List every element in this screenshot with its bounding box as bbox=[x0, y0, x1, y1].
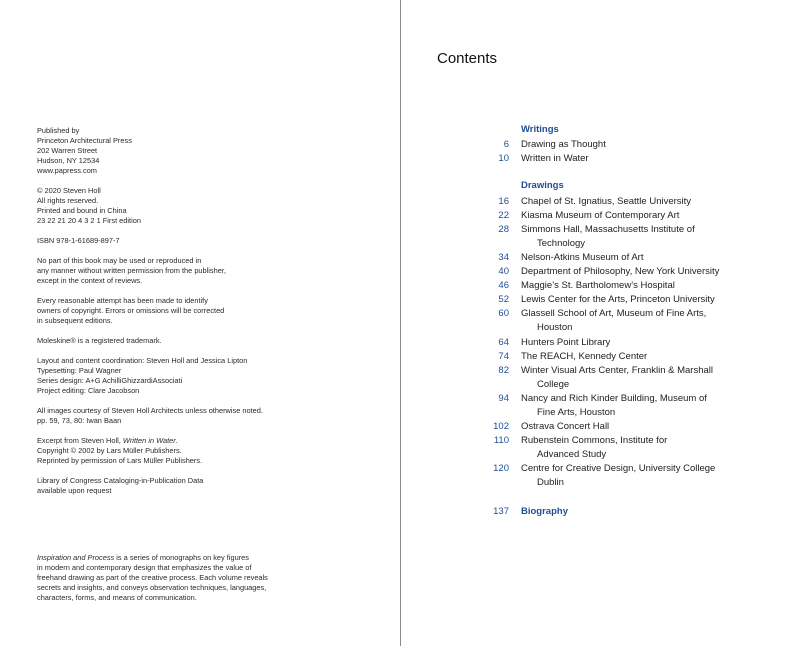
toc-page-number: 6 bbox=[503, 139, 509, 151]
imprint-line: any manner without written permission from the publisher, bbox=[37, 266, 226, 275]
imprint-line: Library of Congress Cataloging-in-Publication Data bbox=[37, 476, 204, 485]
series-title: Inspiration and Process bbox=[37, 553, 115, 562]
toc-entry-title bbox=[521, 223, 741, 251]
imprint-line: Series design: A+G AchilliGhizzardiAssociati bbox=[37, 376, 183, 385]
imprint-line: pp. 59, 73, 80: Iwan Baan bbox=[37, 416, 122, 425]
toc-title-line-continued: Fine Arts, Houston bbox=[537, 406, 616, 418]
contents-title: Contents bbox=[437, 50, 498, 67]
toc-entry-title bbox=[521, 434, 741, 462]
toc-entry-title bbox=[521, 392, 741, 420]
toc-title-line-continued: College bbox=[537, 378, 570, 390]
series-note-line: characters, forms, and means of communication. bbox=[37, 593, 197, 602]
imprint-line: Princeton Architectural Press bbox=[37, 136, 132, 145]
toc-title-line: Ostrava Concert Hall bbox=[521, 421, 610, 433]
series-description bbox=[37, 553, 367, 603]
imprint-line: 202 Warren Street bbox=[37, 146, 98, 155]
imprint-line: Layout and content coordination: Steven Holl and Jessica Lipton bbox=[37, 356, 248, 365]
toc-page-number: 34 bbox=[498, 251, 509, 263]
toc-title-line: Hunters Point Library bbox=[521, 336, 611, 348]
toc-entry-title bbox=[521, 195, 741, 209]
toc-title-line: Drawing as Thought bbox=[521, 139, 606, 151]
toc-entry-title bbox=[521, 251, 741, 265]
toc-page-number: 110 bbox=[493, 435, 509, 447]
imprint-line: except in the context of reviews. bbox=[37, 276, 143, 285]
toc-entry-title bbox=[521, 420, 741, 434]
toc-entry-title bbox=[521, 336, 741, 350]
imprint-line: www.papress.com bbox=[37, 166, 97, 175]
section-heading-writings: Writings bbox=[521, 124, 559, 135]
toc-title-line: Centre for Creative Design, University College bbox=[521, 463, 716, 475]
imprint-line: Published by bbox=[37, 126, 80, 135]
toc-page-number: 94 bbox=[498, 392, 509, 404]
right-page bbox=[401, 0, 800, 646]
toc-page-number: 64 bbox=[498, 336, 509, 348]
toc-page-number: 28 bbox=[498, 223, 509, 235]
toc-title-line-continued: Dublin bbox=[537, 477, 564, 489]
toc-title-line: Lewis Center for the Arts, Princeton University bbox=[521, 294, 715, 306]
toc-title-line-continued: Technology bbox=[537, 237, 586, 249]
toc-title-line-continued: Advanced Study bbox=[537, 449, 607, 461]
toc-page-number: 46 bbox=[498, 280, 509, 292]
toc-page-number: 60 bbox=[498, 308, 509, 320]
imprint-line: All rights reserved. bbox=[37, 196, 99, 205]
toc-page-number: 40 bbox=[498, 266, 509, 277]
series-note-line: freehand drawing as part of the creative process. Each volume reveals bbox=[37, 573, 268, 582]
toc-title-line: Rubenstein Commons, Institute for bbox=[521, 435, 668, 447]
imprint-line: © 2020 Steven Holl bbox=[37, 186, 101, 195]
imprint-paragraph bbox=[37, 436, 357, 466]
toc-title-line: Maggie’s St. Bartholomew’s Hospital bbox=[521, 280, 675, 292]
imprint-paragraph bbox=[37, 296, 357, 326]
imprint-line: Project editing: Clare Jacobson bbox=[37, 386, 140, 395]
imprint-paragraph bbox=[37, 186, 357, 226]
toc-page-number: 102 bbox=[493, 421, 509, 433]
toc-title-line: Glassell School of Art, Museum of Fine Arts, bbox=[521, 308, 707, 320]
toc-page-number: 52 bbox=[498, 294, 509, 306]
toc-entry-title bbox=[521, 350, 741, 364]
series-note-line: in modern and contemporary design that emphasizes the value of bbox=[37, 563, 252, 572]
toc-title-line-continued: Houston bbox=[537, 322, 573, 334]
imprint-paragraph bbox=[37, 406, 357, 426]
toc-title-line: Biography bbox=[521, 505, 568, 517]
imprint-paragraph bbox=[37, 126, 357, 176]
toc-title-line: The REACH, Kennedy Center bbox=[521, 350, 648, 362]
toc-entry-title bbox=[521, 138, 741, 152]
toc-page-number: 120 bbox=[493, 463, 509, 475]
toc-title-line: Simmons Hall, Massachusetts Institute of bbox=[521, 223, 695, 235]
series-note-line: Inspiration and Process is a series of monographs on key figures bbox=[37, 553, 249, 562]
toc-page-number: 10 bbox=[498, 153, 509, 165]
toc-title-line: Nancy and Rich Kinder Building, Museum of bbox=[521, 392, 707, 404]
toc-page-number: 74 bbox=[498, 350, 509, 362]
toc-title-line: Chapel of St. Ignatius, Seattle University bbox=[521, 195, 692, 207]
toc-entry-title bbox=[521, 152, 741, 166]
imprint-line: Hudson, NY 12534 bbox=[37, 156, 100, 165]
toc-entry-title bbox=[521, 209, 741, 223]
toc-page-number: 22 bbox=[498, 209, 509, 221]
imprint-line: ISBN 978-1-61689-897-7 bbox=[37, 236, 120, 245]
toc-entry-title bbox=[521, 265, 741, 279]
imprint-line: Printed and bound in China bbox=[37, 206, 127, 215]
imprint-line: Every reasonable attempt has been made to identify bbox=[37, 296, 208, 305]
imprint-line: Reprinted by permission of Lars Müller Publishers. bbox=[37, 456, 203, 465]
toc-entry-title bbox=[521, 279, 741, 293]
imprint-line: in subsequent editions. bbox=[37, 316, 113, 325]
toc-entry-title bbox=[521, 505, 741, 519]
toc-page-number: 82 bbox=[498, 364, 509, 376]
imprint-line: Moleskine® is a registered trademark. bbox=[37, 336, 162, 345]
toc-entry-title bbox=[521, 462, 741, 490]
imprint-line: Excerpt from Steven Holl, Written in Water. bbox=[37, 436, 178, 445]
toc-page-number: 137 bbox=[493, 505, 509, 517]
toc-title-line: Written in Water bbox=[521, 153, 589, 165]
copyright-imprint bbox=[37, 126, 357, 506]
toc-title-line: Nelson-Atkins Museum of Art bbox=[521, 251, 644, 263]
toc-title-line: Kiasma Museum of Contemporary Art bbox=[521, 209, 680, 221]
toc-entry-title bbox=[521, 293, 741, 307]
imprint-line: Typesetting: Paul Wagner bbox=[37, 366, 122, 375]
imprint-line: No part of this book may be used or reproduced in bbox=[37, 256, 202, 265]
toc-page-number: 16 bbox=[498, 195, 509, 207]
imprint-line: All images courtesy of Steven Holl Architects unless otherwise noted. bbox=[37, 406, 263, 415]
imprint-paragraph bbox=[37, 336, 357, 346]
imprint-line: Copyright © 2002 by Lars Müller Publishers. bbox=[37, 446, 182, 455]
toc-title-line: Department of Philosophy, New York University bbox=[521, 266, 720, 277]
toc-title-line: Winter Visual Arts Center, Franklin & Marshall bbox=[521, 364, 714, 376]
imprint-paragraph bbox=[37, 356, 357, 396]
series-note-line: secrets and insights, and conveys observation techniques, languages, bbox=[37, 583, 267, 592]
imprint-line: owners of copyright. Errors or omissions will be corrected bbox=[37, 306, 225, 315]
toc-entry-title bbox=[521, 364, 741, 392]
toc-entry-title bbox=[521, 307, 741, 335]
imprint-line: available upon request bbox=[37, 486, 112, 495]
imprint-paragraph bbox=[37, 476, 357, 496]
imprint-paragraph bbox=[37, 236, 357, 246]
imprint-paragraph bbox=[37, 256, 357, 286]
section-heading-drawings: Drawings bbox=[521, 180, 564, 192]
imprint-line: 23 22 21 20 4 3 2 1 First edition bbox=[37, 216, 141, 225]
